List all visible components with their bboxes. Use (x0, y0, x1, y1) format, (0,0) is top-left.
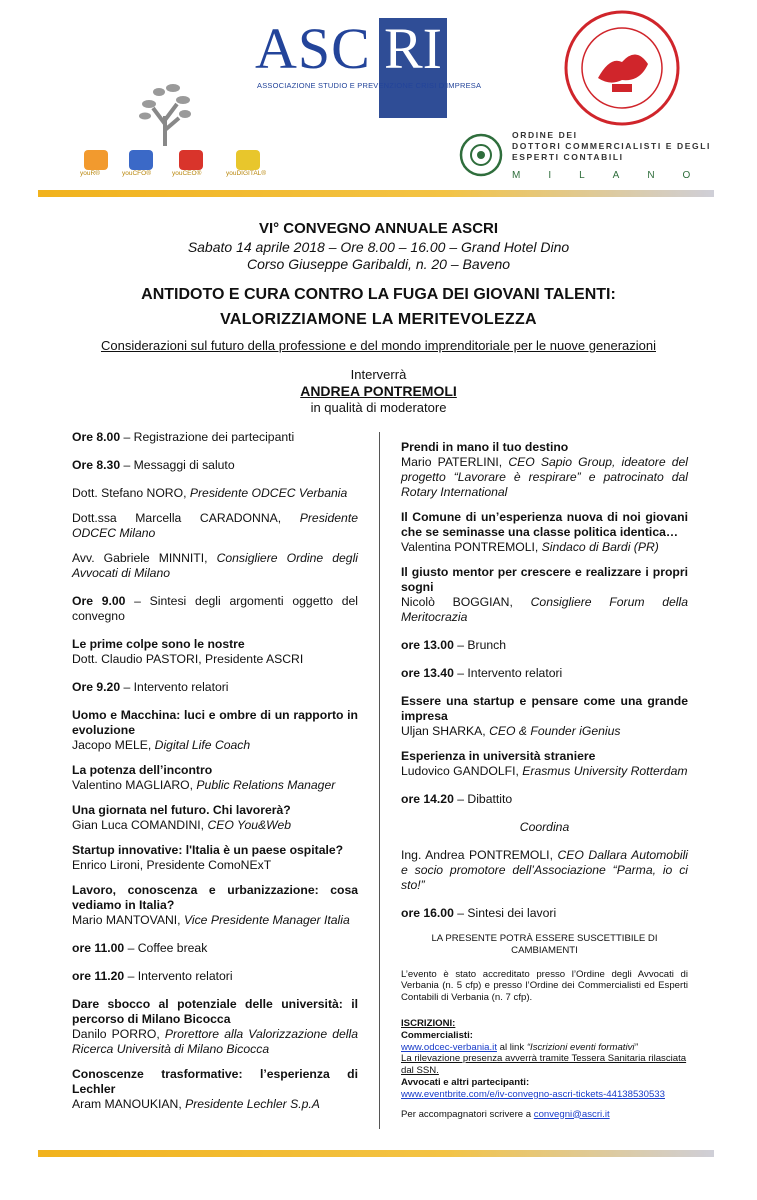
schedule-text: – Intervento relatori (120, 680, 229, 694)
schedule-text: – Coffee break (124, 941, 208, 955)
speaker-role: Public Relations Manager (196, 778, 336, 792)
talk-item (72, 803, 358, 833)
talk-title: Una giornata nel futuro. Chi lavorerà? (72, 803, 291, 817)
talk-title: La potenza dell’incontro (72, 763, 213, 777)
program-left-column (72, 430, 358, 1112)
schedule-time: Ore 9.20 (72, 680, 121, 694)
program-right-column (401, 440, 688, 1120)
intervention-label: Interverrà (350, 367, 407, 382)
schedule-item (401, 906, 688, 921)
ordine-city: MILANO (512, 170, 719, 181)
talk-item (72, 1067, 358, 1112)
milano-emblem-icon (458, 132, 504, 178)
schedule-item (72, 941, 358, 956)
schedule-time: Ore 9.00 (72, 594, 126, 608)
schedule-time: ore 14.20 (401, 792, 454, 806)
speaker-name: Valentino MAGLIARO, (72, 778, 197, 792)
accompanying-text: Per accompagnatori scrivere a (401, 1108, 534, 1120)
speaker-role: Erasmus University Rotterdam (522, 764, 688, 778)
your-logo-label: youR® (80, 170, 100, 177)
speaker-name: Valentina PONTREMOLI, (401, 540, 542, 554)
speaker-item (72, 551, 358, 581)
commercialisti-line (401, 1042, 688, 1054)
top-gold-bar (38, 190, 714, 197)
ordine-line-1: ORDINE DEI (512, 130, 578, 140)
registration-section (401, 1018, 688, 1120)
speaker-role: CEO Sapio Group, ideatore del progetto “Lavorare è respirare” e patrocinato dal Rotary International (401, 455, 688, 499)
schedule-time: ore 16.00 (401, 906, 454, 920)
schedule-text: – Sintesi degli argomenti oggetto del convegno (72, 594, 359, 623)
ascri-logo-subtitle: ASSOCIAZIONE STUDIO E PREVENZIONE CRISI D'IMPRESA (257, 81, 482, 90)
schedule-text: – Sintesi dei lavori (453, 906, 557, 920)
speaker-name: Mario PATERLINI, (401, 455, 509, 469)
odcec-verbania-seal (540, 6, 704, 126)
talk-item (72, 708, 358, 753)
schedule-item (401, 666, 688, 681)
speaker-name: Jacopo MELE, (72, 738, 155, 752)
schedule-time: ore 11.20 (72, 969, 125, 983)
ordine-line-2: DOTTORI COMMERCIALISTI E DEGLI (512, 141, 711, 151)
speaker-role: CEO & Founder iGenius (489, 724, 621, 738)
change-notice: LA PRESENTE POTRÀ ESSERE SUSCETTIBILE DI CAMBIAMENTI (431, 933, 658, 956)
subtitle: Considerazioni sul futuro della professione e del mondo imprenditoriale per le nuove generazioni (100, 338, 656, 353)
talk-title: Le prime colpe sono le nostre (72, 637, 245, 651)
talk-title: Il giusto mentor per crescere e realizzare i propri sogni (401, 565, 688, 594)
accreditation-text: L’evento è stato accreditato presso l’Ordine degli Avvocati di Verbania (n. 5 cfp) e presso l’Ordine dei Commercialisti ed Esperti Contabili di Verbania (n. 7 cfp). (401, 968, 688, 1004)
schedule-item (72, 430, 358, 445)
talk-item (401, 510, 688, 555)
accompanying-line (401, 1109, 688, 1121)
speaker-name: Ludovico GANDOLFI, (401, 764, 523, 778)
talk-item (401, 440, 688, 500)
schedule-time: ore 13.00 (401, 638, 454, 652)
talk-item (72, 763, 358, 793)
convention-title: VI° CONVEGNO ANNUALE ASCRI (258, 220, 499, 237)
coordinator-label: Coordina (519, 820, 570, 834)
schedule-item (401, 638, 688, 653)
schedule-time: Ore 8.00 (72, 430, 121, 444)
tessera-note: La rilevazione presenza avverrà tramite Tessera Sanitaria rilasciata dal SSN. (401, 1053, 687, 1077)
convention-date: Sabato 14 aprile 2018 – Ore 8.00 – 16.00 – Grand Hotel Dino (187, 239, 570, 255)
youceo-logo-label: youCEO® (172, 170, 202, 177)
speaker-role: Presidente Lechler S.p.A (185, 1097, 320, 1111)
speaker-name: Nicolò BOGGIAN, (401, 595, 531, 609)
link-connector: al link (496, 1041, 527, 1053)
speaker-name: Danilo PORRO, (72, 1027, 165, 1041)
odcec-verbania-link[interactable]: www.odcec-verbania.it (401, 1041, 497, 1053)
speaker-name: Gian Luca COMANDINI, (72, 818, 208, 832)
speaker-name: Aram MANOUKIAN, (72, 1097, 186, 1111)
main-title-line-1: ANTIDOTO E CURA CONTRO LA FUGA DEI GIOVANI TALENTI: (141, 286, 616, 303)
youdigital-logo-label: youDIGITAL® (226, 170, 267, 177)
column-divider (379, 432, 380, 1129)
ascri-logo-word: ASC (255, 16, 371, 81)
speaker-name: Dott. Claudio PASTORI, Presidente ASCRI (72, 652, 304, 666)
schedule-item (72, 969, 358, 984)
schedule-time: Ore 8.30 (72, 458, 121, 472)
schedule-text: – Intervento relatori (453, 666, 563, 680)
ascri-logo-ri: RI (379, 18, 447, 118)
schedule-time: ore 13.40 (401, 666, 454, 680)
talk-title: Startup innovative: l'Italia è un paese ospitale? (72, 843, 344, 857)
convention-place: Corso Giuseppe Garibaldi, n. 20 – Baveno (246, 256, 511, 272)
avvocati-label: Avvocati e altri partecipanti: (401, 1076, 530, 1088)
talk-title: Lavoro, conoscenza e urbanizzazione: cosa vediamo in Italia? (72, 883, 358, 912)
link-description: “Iscrizioni eventi formativi” (526, 1041, 638, 1053)
speaker-name: Uljan SHARKA, (401, 724, 490, 738)
talk-title: Conoscenze trasformative: l’esperienza di Lechler (72, 1067, 358, 1096)
talk-item (72, 843, 358, 873)
speaker-role: Presidente ODCEC Verbania (189, 486, 348, 500)
schedule-text: – Messaggi di saluto (120, 458, 235, 472)
moderator-role: in qualità di moderatore (310, 400, 447, 415)
speaker-role: Consigliere Forum della Meritocrazia (401, 595, 688, 624)
talk-title: Essere una startup e pensare come una grande impresa (401, 694, 688, 723)
talk-item (401, 694, 688, 739)
talk-title: Il Comune di un’esperienza nuova di noi giovani che se seminasse una classe politica identica… (401, 510, 688, 539)
schedule-item (72, 680, 358, 695)
schedule-item (401, 792, 688, 807)
eventbrite-link[interactable]: www.eventbrite.com/e/iv-convegno-ascri-tickets-44138530533 (401, 1088, 665, 1100)
schedule-text: – Dibattito (453, 792, 513, 806)
speaker-role: Prorettore alla Valorizzazione della Ricerca Università di Milano Bicocca (72, 1027, 358, 1056)
speaker-role: Presidente ODCEC Milano (72, 511, 358, 540)
speaker-item (72, 486, 358, 501)
youcfo-logo-label: youCFO® (122, 170, 151, 177)
speaker-role: Sindaco di Bardi (PR) (541, 540, 659, 554)
speaker-name: Mario MANTOVANI, (72, 913, 184, 927)
talk-title: Uomo e Macchina: luci e ombre di un rapporto in evoluzione (72, 708, 358, 737)
talk-title: Prendi in mano il tuo destino (401, 440, 569, 454)
tree-logo (135, 78, 195, 148)
ordine-line-3: ESPERTI CONTABILI (512, 152, 624, 162)
talk-title: Esperienza in università straniere (401, 749, 596, 763)
speaker-name: Avv. Gabriele MINNITI, (72, 551, 217, 565)
talk-item (72, 883, 358, 928)
schedule-text: – Registrazione dei partecipanti (120, 430, 295, 444)
schedule-item (72, 458, 358, 473)
commercialisti-label: Commercialisti: (401, 1029, 473, 1041)
talk-item (401, 565, 688, 625)
speaker-name: Dott.ssa Marcella CARADONNA, (72, 511, 300, 525)
schedule-item (72, 594, 358, 624)
speaker-role: Digital Life Coach (154, 738, 251, 752)
main-title-line-2: VALORIZZIAMONE LA MERITEVOLEZZA (220, 311, 537, 328)
moderator-name: ANDREA PONTREMOLI (300, 383, 457, 399)
schedule-text: – Intervento relatori (124, 969, 233, 983)
schedule-text: – Brunch (453, 638, 507, 652)
talk-item (401, 749, 688, 779)
speaker-name: Enrico Lironi, Presidente ComoNExT (72, 858, 272, 872)
bottom-gold-bar (38, 1150, 714, 1157)
speaker-role: Consigliere Ordine degli Avvocati di Milano (72, 551, 358, 580)
speaker-role: CEO Dallara Automobili e socio promotore dell’Associazione “Parma, io ci sto!” (401, 848, 688, 892)
schedule-time: ore 11.00 (72, 941, 125, 955)
speaker-item (72, 511, 358, 541)
speaker-role: Vice Presidente Manager Italia (183, 913, 350, 927)
talk-title: Dare sbocco al potenziale delle università: il percorso di Milano Bicocca (72, 997, 358, 1026)
speaker-name: Ing. Andrea PONTREMOLI, (401, 848, 558, 862)
coordinator-item (401, 848, 688, 893)
speaker-name: Dott. Stefano NORO, (72, 486, 190, 500)
registration-title: ISCRIZIONI: (401, 1017, 456, 1029)
ascri-logo (255, 16, 482, 113)
email-link[interactable]: convegni@ascri.it (533, 1108, 610, 1120)
odcec-milano-logo (458, 130, 719, 184)
speaker-role: CEO You&Web (207, 818, 292, 832)
talk-item (72, 997, 358, 1057)
talk-item (72, 637, 358, 667)
